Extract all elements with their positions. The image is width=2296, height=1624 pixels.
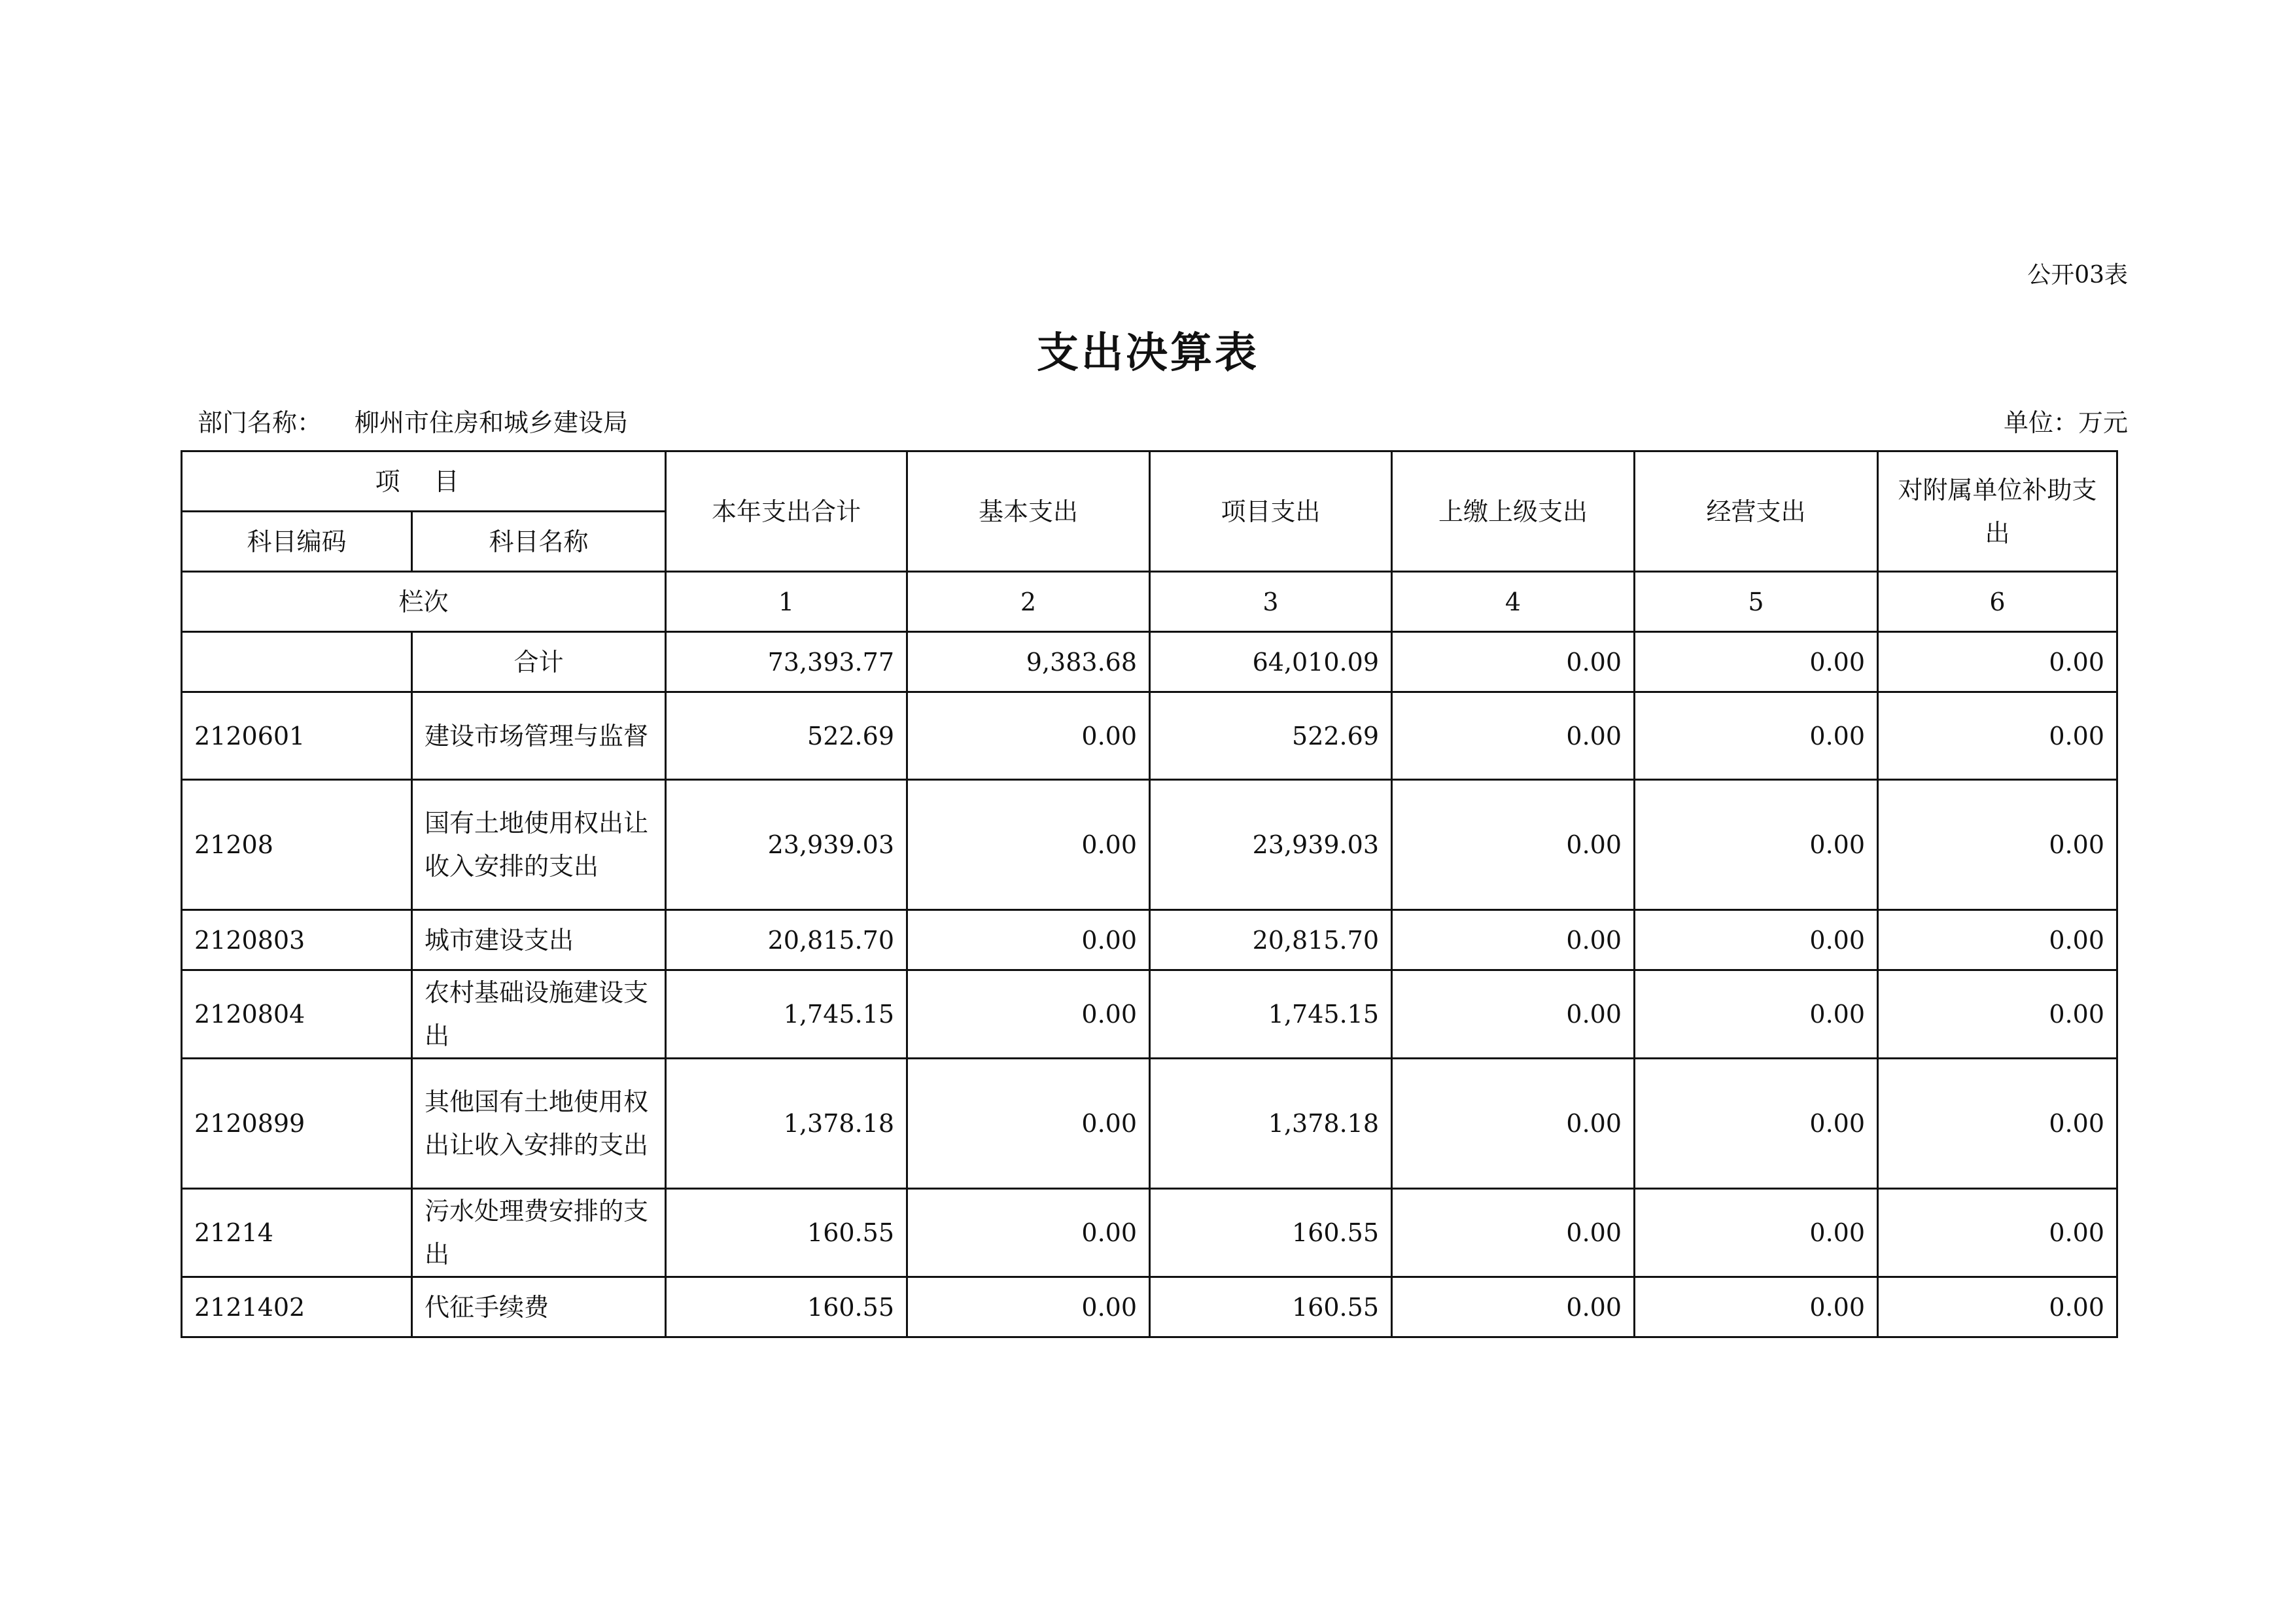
column-index: 1 [666,572,907,632]
form-number: 公开03表 [2027,262,2128,289]
expenditure-table [181,450,2118,1338]
table-row [182,1189,2117,1277]
amount-cell: 0.00 [1635,780,1878,910]
column-header-basic: 基本支出 [907,451,1150,572]
total-value: 0.00 [1635,632,1878,692]
amount-cell: 23,939.03 [1150,780,1392,910]
table-row [182,780,2117,910]
amount-cell: 0.00 [1635,1059,1878,1189]
amount-cell: 0.00 [1878,780,2117,910]
subject-code: 2120804 [182,970,412,1059]
column-header-total: 本年支出合计 [666,451,907,572]
column-index: 6 [1878,572,2117,632]
subject-name: 国有土地使用权出让收入安排的支出 [412,780,666,910]
subject-code: 21214 [182,1189,412,1277]
amount-cell: 0.00 [1392,1189,1635,1277]
column-header-subsidy: 对附属单位补助支出 [1878,451,2117,572]
total-value: 64,010.09 [1150,632,1392,692]
column-index-label: 栏次 [182,572,666,632]
amount-cell: 0.00 [1635,1277,1878,1337]
amount-cell: 0.00 [1635,1189,1878,1277]
department-value: 柳州市住房和城乡建设局 [355,408,629,437]
amount-cell: 0.00 [907,1189,1150,1277]
department-line [198,402,628,438]
column-header-remit-upper: 上缴上级支出 [1392,451,1635,572]
amount-cell: 0.00 [1392,1059,1635,1189]
amount-cell: 522.69 [666,692,907,780]
amount-cell: 0.00 [907,1277,1150,1337]
amount-cell: 0.00 [1635,692,1878,780]
amount-cell: 0.00 [1635,910,1878,970]
total-label: 合计 [412,632,666,692]
subject-code: 2120601 [182,692,412,780]
amount-cell: 0.00 [1878,1277,2117,1337]
amount-cell: 0.00 [1878,970,2117,1059]
total-code-cell [182,632,412,692]
amount-cell: 1,378.18 [666,1059,907,1189]
amount-cell: 0.00 [907,970,1150,1059]
amount-cell: 160.55 [666,1277,907,1337]
subject-name: 代征手续费 [412,1277,666,1337]
subject-name: 建设市场管理与监督 [412,692,666,780]
column-header-project: 项目支出 [1150,451,1392,572]
code-header: 科目编码 [182,512,412,572]
column-header-operating: 经营支出 [1635,451,1878,572]
total-value: 0.00 [1878,632,2117,692]
column-index: 3 [1150,572,1392,632]
name-header: 科目名称 [412,512,666,572]
amount-cell: 0.00 [907,910,1150,970]
subject-name: 污水处理费安排的支出 [412,1189,666,1277]
total-value: 73,393.77 [666,632,907,692]
amount-cell: 0.00 [1392,1277,1635,1337]
total-row [182,632,2117,692]
column-index: 5 [1635,572,1878,632]
amount-cell: 522.69 [1150,692,1392,780]
amount-cell: 0.00 [1392,910,1635,970]
amount-cell: 23,939.03 [666,780,907,910]
department-label: 部门名称： [198,408,322,437]
amount-cell: 0.00 [1392,692,1635,780]
subject-name: 城市建设支出 [412,910,666,970]
total-value: 0.00 [1392,632,1635,692]
subject-name: 农村基础设施建设支出 [412,970,666,1059]
subject-name: 其他国有土地使用权出让收入安排的支出 [412,1059,666,1189]
amount-cell: 1,745.15 [1150,970,1392,1059]
table-row [182,692,2117,780]
subject-code: 2120803 [182,910,412,970]
amount-cell: 0.00 [907,692,1150,780]
subject-code: 2121402 [182,1277,412,1337]
amount-cell: 20,815.70 [666,910,907,970]
amount-cell: 0.00 [1878,910,2117,970]
amount-cell: 0.00 [907,1059,1150,1189]
column-index: 4 [1392,572,1635,632]
amount-cell: 160.55 [1150,1277,1392,1337]
unit-label: 单位：万元 [2003,408,2128,437]
amount-cell: 1,378.18 [1150,1059,1392,1189]
item-group-header: 项 目 [182,451,666,512]
amount-cell: 0.00 [1392,780,1635,910]
amount-cell: 20,815.70 [1150,910,1392,970]
amount-cell: 0.00 [1878,1189,2117,1277]
table-row [182,910,2117,970]
amount-cell: 0.00 [1878,692,2117,780]
amount-cell: 160.55 [1150,1189,1392,1277]
subject-code: 2120899 [182,1059,412,1189]
table-row [182,1059,2117,1189]
amount-cell: 1,745.15 [666,970,907,1059]
column-index-row [182,572,2117,632]
table-row [182,1277,2117,1337]
amount-cell: 160.55 [666,1189,907,1277]
amount-cell: 0.00 [907,780,1150,910]
subject-code: 21208 [182,780,412,910]
page-title: 支出决算表 [1037,328,1259,378]
column-index: 2 [907,572,1150,632]
amount-cell: 0.00 [1878,1059,2117,1189]
amount-cell: 0.00 [1392,970,1635,1059]
header-row [182,451,2117,512]
total-value: 9,383.68 [907,632,1150,692]
table-row [182,970,2117,1059]
amount-cell: 0.00 [1635,970,1878,1059]
